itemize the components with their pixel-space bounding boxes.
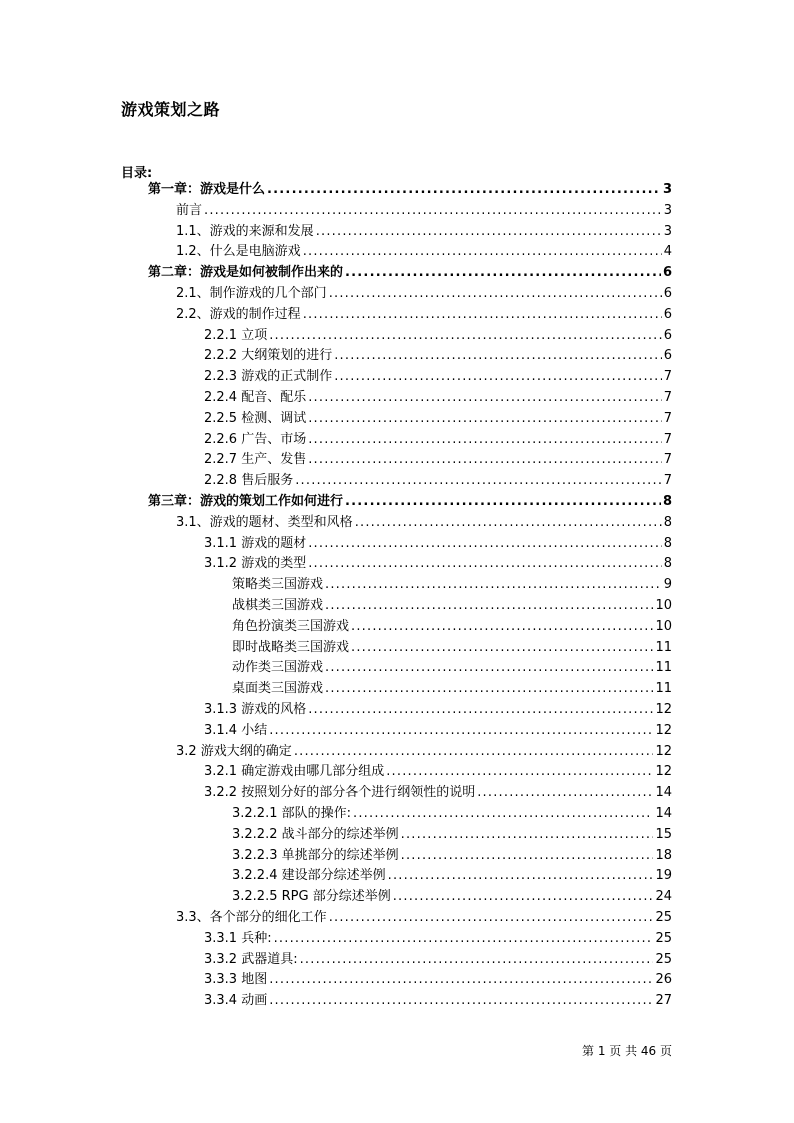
- toc-entry-title: 3.2.2 按照划分好的部分各个进行纲领性的说明: [204, 785, 476, 801]
- toc-entry[interactable]: [204, 346, 672, 366]
- toc-entry-page: 7: [663, 410, 672, 426]
- toc-leader-dots: [300, 950, 654, 970]
- toc-entry[interactable]: [232, 804, 672, 824]
- toc-entry-page: 11: [655, 639, 672, 655]
- toc-leader-dots: [353, 804, 653, 824]
- toc-leader-dots: [308, 700, 653, 720]
- toc-entry-title: 1.2、什么是电脑游戏: [176, 244, 301, 260]
- toc-entry-page: 6: [662, 265, 672, 281]
- toc-entry-title: 2.2.6 广告、市场: [204, 431, 307, 447]
- toc-entry-title: 第一章：游戏是什么: [148, 182, 266, 197]
- toc-entry-page: 25: [655, 930, 672, 946]
- toc-entry-title: 3.1.2 游戏的类型: [204, 556, 307, 572]
- toc-entry-title: 3.2.2.4 建设部分综述举例: [232, 868, 386, 884]
- toc-leader-dots: [303, 305, 662, 325]
- toc-leader-dots: [355, 513, 662, 533]
- toc-entry[interactable]: [204, 388, 672, 408]
- toc-entry-page: 9: [663, 577, 672, 593]
- toc-leader-dots: [303, 242, 662, 262]
- toc-entry-page: 25: [655, 910, 672, 925]
- toc-leader-dots: [308, 450, 662, 470]
- toc-entry-page: 24: [655, 889, 672, 905]
- toc-entry[interactable]: [232, 866, 672, 886]
- toc-entry[interactable]: [232, 825, 672, 845]
- toc-leader-dots: [325, 679, 653, 699]
- toc-entry-title: 3.1、游戏的题材、类型和风格: [176, 514, 353, 530]
- toc-entry-title: 3.2.2.1 部队的操作:: [232, 806, 351, 821]
- toc-entry[interactable]: [232, 575, 672, 595]
- toc-entry-page: 6: [663, 306, 672, 322]
- toc-entry-title: 2.2.3 游戏的正式制作: [204, 369, 333, 385]
- toc-leader-dots: [351, 638, 653, 658]
- toc-leader-dots: [308, 554, 662, 574]
- toc-leader-dots: [267, 180, 661, 200]
- toc-entry-page: 3: [662, 182, 672, 197]
- toc-entry-title: 前言: [176, 202, 203, 218]
- toc-entry-page: 7: [663, 452, 672, 468]
- toc-leader-dots: [308, 409, 662, 429]
- toc-entry-page: 18: [655, 847, 672, 863]
- toc-entry[interactable]: [204, 762, 672, 782]
- toc-entry-title: 3.3、各个部分的细化工作: [176, 910, 327, 925]
- toc-entry[interactable]: [232, 596, 672, 616]
- toc-entry-page: 12: [655, 722, 672, 738]
- toc-entry[interactable]: [148, 180, 672, 200]
- toc-leader-dots: [269, 991, 653, 1011]
- toc-entry-page: 7: [663, 390, 672, 405]
- toc-entry-title: 3.2.2.2 战斗部分的综述举例: [232, 826, 399, 842]
- toc-entry[interactable]: [204, 970, 672, 990]
- toc-entry-page: 19: [655, 868, 672, 884]
- toc-leader-dots: [308, 534, 662, 554]
- toc-entry-page: 26: [655, 972, 672, 988]
- toc-leader-dots: [329, 908, 654, 928]
- toc-entry[interactable]: [176, 305, 672, 325]
- toc-leader-dots: [269, 721, 653, 741]
- toc-leader-dots: [204, 201, 662, 221]
- toc-entry[interactable]: [204, 554, 672, 574]
- toc-leader-dots: [345, 263, 661, 283]
- toc-leader-dots: [269, 326, 662, 346]
- toc-leader-dots: [477, 783, 653, 803]
- toc-entry-page: 25: [655, 951, 672, 967]
- toc-entry-title: 2.2.2 大纲策划的进行: [204, 348, 333, 364]
- toc-entry-title: 3.3.4 动画: [204, 993, 268, 1009]
- toc-entry[interactable]: [204, 534, 672, 554]
- toc-entry-title: 桌面类三国游戏: [232, 681, 324, 697]
- toc-entry-title: 3.2.2.5 RPG 部分综述举例: [232, 889, 391, 905]
- toc-entry-title: 战棋类三国游戏: [232, 598, 324, 613]
- toc-leader-dots: [401, 846, 654, 866]
- toc-entry-page: 8: [663, 556, 672, 572]
- toc-leader-dots: [269, 970, 653, 990]
- toc-entry-page: 8: [663, 535, 672, 551]
- document-title: 游戏策划之路: [121, 100, 221, 119]
- toc-leader-dots: [325, 658, 653, 678]
- toc-entry[interactable]: [204, 367, 672, 387]
- toc-leader-dots: [325, 575, 662, 595]
- toc-entry-page: 12: [655, 702, 672, 717]
- toc-entry-title: 3.3.1 兵种:: [204, 930, 272, 946]
- toc-entry-page: 8: [662, 494, 672, 509]
- toc-entry-title: 2.2.8 售后服务: [204, 473, 294, 489]
- toc-entry[interactable]: [148, 492, 672, 512]
- toc-entry[interactable]: [204, 950, 672, 970]
- toc-entry[interactable]: [204, 991, 672, 1011]
- toc-entry[interactable]: [232, 846, 672, 866]
- toc-entry[interactable]: [176, 908, 672, 928]
- toc-entry[interactable]: [232, 638, 672, 658]
- toc-entry-title: 3.2.1 确定游戏由哪几部分组成: [204, 764, 385, 780]
- toc-entry[interactable]: [232, 887, 672, 907]
- toc-entry-page: 3: [663, 202, 672, 218]
- toc-leader-dots: [274, 929, 654, 949]
- toc-entry[interactable]: [176, 513, 672, 533]
- page-footer: 第 1 页 共 46 页: [582, 1044, 672, 1058]
- toc-entry-page: 27: [655, 993, 672, 1009]
- toc-entry[interactable]: [232, 658, 672, 678]
- toc-entry[interactable]: [176, 742, 672, 762]
- toc-entry-page: 7: [663, 473, 672, 489]
- toc-entry-title: 第二章：游戏是如何被制作出来的: [148, 265, 344, 281]
- toc-entry[interactable]: [204, 471, 672, 491]
- toc-entry-page: 11: [655, 681, 672, 697]
- toc-entry[interactable]: [204, 929, 672, 949]
- toc-entry[interactable]: [148, 263, 672, 283]
- toc-leader-dots: [393, 887, 654, 907]
- toc-leader-dots: [308, 388, 662, 408]
- toc-entry[interactable]: [232, 617, 672, 637]
- toc-entry-page: 3: [663, 223, 672, 239]
- toc-entry-title: 即时战略类三国游戏: [232, 639, 350, 655]
- toc-heading: 目录:: [121, 166, 153, 181]
- toc-leader-dots: [334, 346, 662, 366]
- toc-entry-title: 2.2.1 立项: [204, 327, 268, 343]
- toc-entry-title: 角色扮演类三国游戏: [232, 618, 350, 634]
- toc-entry-page: 6: [663, 348, 672, 364]
- toc-leader-dots: [388, 866, 654, 886]
- toc-entry-page: 7: [663, 431, 672, 447]
- toc-entry-page: 12: [655, 743, 672, 759]
- toc-entry-title: 2.2.5 检测、调试: [204, 410, 307, 426]
- toc-entry-title: 3.3.3 地图: [204, 972, 268, 988]
- toc-entry[interactable]: [204, 721, 672, 741]
- toc-entry-page: 6: [663, 286, 672, 301]
- toc-entry-title: 2.2、游戏的制作过程: [176, 306, 301, 322]
- toc-entry-page: 6: [663, 327, 672, 343]
- toc-entry[interactable]: [176, 242, 672, 262]
- toc-leader-dots: [316, 222, 662, 242]
- toc-leader-dots: [351, 617, 653, 637]
- toc-entry-title: 策略类三国游戏: [232, 577, 324, 593]
- toc-entry[interactable]: [176, 201, 672, 221]
- toc-leader-dots: [334, 367, 662, 387]
- toc-entry-page: 12: [655, 764, 672, 780]
- toc-entry[interactable]: [176, 222, 672, 242]
- toc-entry-page: 7: [663, 369, 672, 385]
- toc-leader-dots: [294, 742, 654, 762]
- toc-entry-title: 2.2.7 生产、发售: [204, 452, 307, 468]
- toc-entry[interactable]: [176, 284, 672, 304]
- toc-leader-dots: [386, 762, 653, 782]
- toc-entry-title: 第三章：游戏的策划工作如何进行: [148, 494, 344, 509]
- toc-entry-title: 3.1.4 小结: [204, 722, 268, 738]
- toc-leader-dots: [325, 596, 653, 616]
- toc-entry[interactable]: [204, 409, 672, 429]
- toc-entry-page: 14: [655, 785, 672, 801]
- toc-entry-page: 8: [663, 514, 672, 530]
- toc-leader-dots: [308, 430, 662, 450]
- toc-entry-title: 3.2 游戏大纲的确定: [176, 743, 292, 759]
- toc-leader-dots: [329, 284, 662, 304]
- toc-entry-page: 11: [655, 660, 672, 676]
- toc-entry-page: 15: [655, 826, 672, 842]
- toc-entry-title: 动作类三国游戏: [232, 660, 324, 676]
- toc-entry-title: 2.1、制作游戏的几个部门: [176, 286, 327, 301]
- toc-leader-dots: [401, 825, 654, 845]
- toc-entry[interactable]: [204, 326, 672, 346]
- toc-entry[interactable]: [204, 700, 672, 720]
- toc-leader-dots: [295, 471, 662, 491]
- toc-entry[interactable]: [204, 450, 672, 470]
- toc-entry-title: 3.1.1 游戏的题材: [204, 535, 307, 551]
- toc-entry-page: 4: [663, 244, 672, 260]
- toc-entry[interactable]: [232, 679, 672, 699]
- toc-entry-title: 2.2.4 配音、配乐: [204, 390, 307, 405]
- toc-entry[interactable]: [204, 783, 672, 803]
- toc-entry-title: 1.1、游戏的来源和发展: [176, 223, 314, 239]
- toc-leader-dots: [345, 492, 661, 512]
- toc-entry-title: 3.1.3 游戏的风格: [204, 702, 307, 717]
- toc-entry-page: 10: [655, 598, 672, 613]
- toc-entry[interactable]: [204, 430, 672, 450]
- toc-entry-page: 14: [655, 806, 672, 821]
- toc-entry-title: 3.2.2.3 单挑部分的综述举例: [232, 847, 399, 863]
- toc-entry-title: 3.3.2 武器道具:: [204, 951, 298, 967]
- toc-entry-page: 10: [655, 618, 672, 634]
